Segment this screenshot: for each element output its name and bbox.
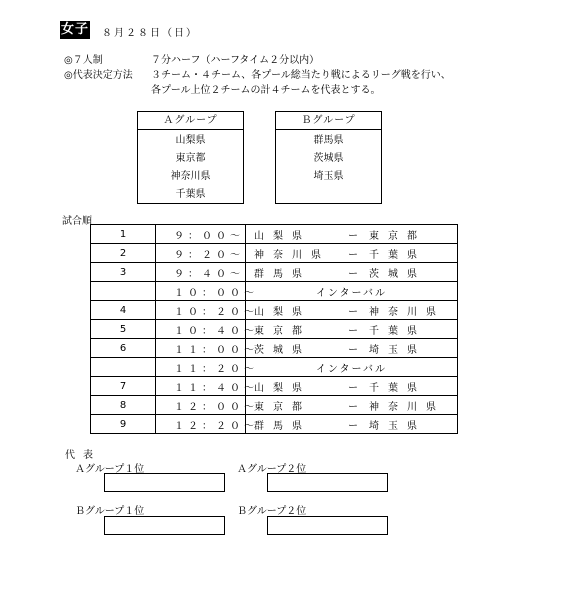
schedule-row — [91, 301, 458, 320]
match-cell — [246, 301, 458, 320]
match-pairing — [246, 227, 457, 242]
group-a-team: 山梨県 — [175, 135, 206, 146]
match-time: １１：４０～ — [156, 377, 246, 396]
match-number — [91, 358, 156, 377]
home-team: 群馬県 — [254, 268, 311, 280]
match-time: ９：００～ — [156, 225, 246, 244]
match-pairing — [246, 265, 457, 280]
match-time: １０：２０～ — [156, 301, 246, 320]
match-pairing — [246, 417, 457, 432]
match-pairing — [246, 379, 457, 394]
home-team: 群馬県 — [254, 420, 311, 432]
away-team: 神奈川県 — [369, 401, 445, 413]
rep-label-b1: Ｂグループ１位 — [75, 506, 145, 517]
schedule-interval-row — [91, 282, 458, 301]
match-number: 5 — [91, 320, 156, 339]
match-time: １０：００～ — [156, 282, 246, 301]
match-cell — [246, 396, 458, 415]
selection-value-line-1: ３チーム・４チーム、各プール総当たり戦によるリーグ戦を行い、 — [151, 70, 451, 81]
group-b-team: 埼玉県 — [313, 171, 344, 182]
schedule-table — [90, 224, 458, 434]
schedule-row — [91, 244, 458, 263]
versus-separator: ー — [348, 420, 360, 432]
away-team: 埼玉県 — [369, 420, 426, 432]
rep-input-a1[interactable] — [104, 473, 225, 492]
group-a-team: 東京都 — [175, 153, 206, 164]
schedule-interval-row — [91, 358, 458, 377]
group-b-box — [275, 111, 382, 204]
match-cell — [246, 263, 458, 282]
event-date: ８月２８日（日） — [102, 28, 198, 39]
match-pairing — [246, 322, 457, 337]
home-team: 神奈川県 — [254, 249, 330, 261]
away-team: 千葉県 — [369, 382, 426, 394]
versus-separator: ー — [348, 268, 360, 280]
home-team: 東京都 — [254, 401, 311, 413]
match-number: 9 — [91, 415, 156, 434]
group-a-team: 神奈川県 — [170, 171, 211, 182]
home-team: 山梨県 — [254, 382, 311, 394]
versus-separator: ー — [348, 306, 360, 318]
away-team: 千葉県 — [369, 325, 426, 337]
rep-input-b2[interactable] — [267, 516, 388, 535]
selection-label: ◎代表決定方法 — [64, 70, 133, 81]
rep-label-a2: Ａグループ２位 — [237, 464, 307, 475]
schedule-row — [91, 225, 458, 244]
match-time: １１：００～ — [156, 339, 246, 358]
schedule-title: 試合順 — [62, 216, 92, 227]
match-cell — [246, 377, 458, 396]
away-team: 茨城県 — [369, 268, 426, 280]
rep-label-b2: Ｂグループ２位 — [237, 506, 307, 517]
home-team: 山梨県 — [254, 230, 311, 242]
rep-label-a1: Ａグループ１位 — [75, 464, 145, 475]
category-tag: 女子 — [60, 22, 89, 37]
schedule-row — [91, 263, 458, 282]
match-number — [91, 282, 156, 301]
home-team: 茨城県 — [254, 344, 311, 356]
versus-separator: ー — [348, 249, 360, 261]
home-team: 山梨県 — [254, 306, 311, 318]
match-number: 2 — [91, 244, 156, 263]
group-b-team: 茨城県 — [313, 153, 344, 164]
match-number: 3 — [91, 263, 156, 282]
versus-separator: ー — [348, 401, 360, 413]
selection-value-line-2: 各プール上位２チームの計４チームを代表とする。 — [151, 85, 381, 96]
match-cell — [246, 282, 458, 301]
match-cell — [246, 225, 458, 244]
match-time: １２：２０～ — [156, 415, 246, 434]
interval-label: インターバル — [315, 287, 388, 299]
away-team: 神奈川県 — [369, 306, 445, 318]
match-time: ９：４０～ — [156, 263, 246, 282]
schedule-row — [91, 320, 458, 339]
interval-label: インターバル — [315, 363, 388, 375]
schedule-row — [91, 415, 458, 434]
match-cell — [246, 339, 458, 358]
match-pairing — [246, 246, 457, 261]
group-a-team: 千葉県 — [175, 189, 206, 200]
schedule-row — [91, 396, 458, 415]
match-cell — [246, 415, 458, 434]
versus-separator: ー — [348, 325, 360, 337]
rep-input-b1[interactable] — [104, 516, 225, 535]
format-value: ７分ハーフ（ハーフタイム２分以内） — [151, 55, 320, 66]
match-pairing — [246, 398, 457, 413]
schedule-row — [91, 377, 458, 396]
away-team: 東京都 — [369, 230, 426, 242]
versus-separator: ー — [348, 230, 360, 242]
match-number: 7 — [91, 377, 156, 396]
match-number: 1 — [91, 225, 156, 244]
match-time: １２：００～ — [156, 396, 246, 415]
versus-separator: ー — [348, 344, 360, 356]
group-a-title: Ａグループ — [138, 112, 243, 130]
away-team: 千葉県 — [369, 249, 426, 261]
match-cell — [246, 244, 458, 263]
match-number: 8 — [91, 396, 156, 415]
versus-separator: ー — [348, 382, 360, 394]
rep-input-a2[interactable] — [267, 473, 388, 492]
match-pairing — [246, 303, 457, 318]
match-time: １０：４０～ — [156, 320, 246, 339]
match-cell — [246, 358, 458, 377]
group-a-team-list — [138, 132, 243, 204]
group-a-box — [137, 111, 244, 204]
match-time: ９：２０～ — [156, 244, 246, 263]
group-b-team-list — [276, 132, 381, 186]
format-label: ◎７人制 — [64, 55, 103, 66]
match-number: 6 — [91, 339, 156, 358]
match-cell — [246, 320, 458, 339]
representatives-title: 代表 — [65, 450, 101, 461]
match-number: 4 — [91, 301, 156, 320]
away-team: 埼玉県 — [369, 344, 426, 356]
home-team: 東京都 — [254, 325, 311, 337]
group-b-title: Ｂグループ — [276, 112, 381, 130]
match-time: １１：２０～ — [156, 358, 246, 377]
group-b-team: 群馬県 — [313, 135, 344, 146]
schedule-row — [91, 339, 458, 358]
match-pairing — [246, 341, 457, 356]
